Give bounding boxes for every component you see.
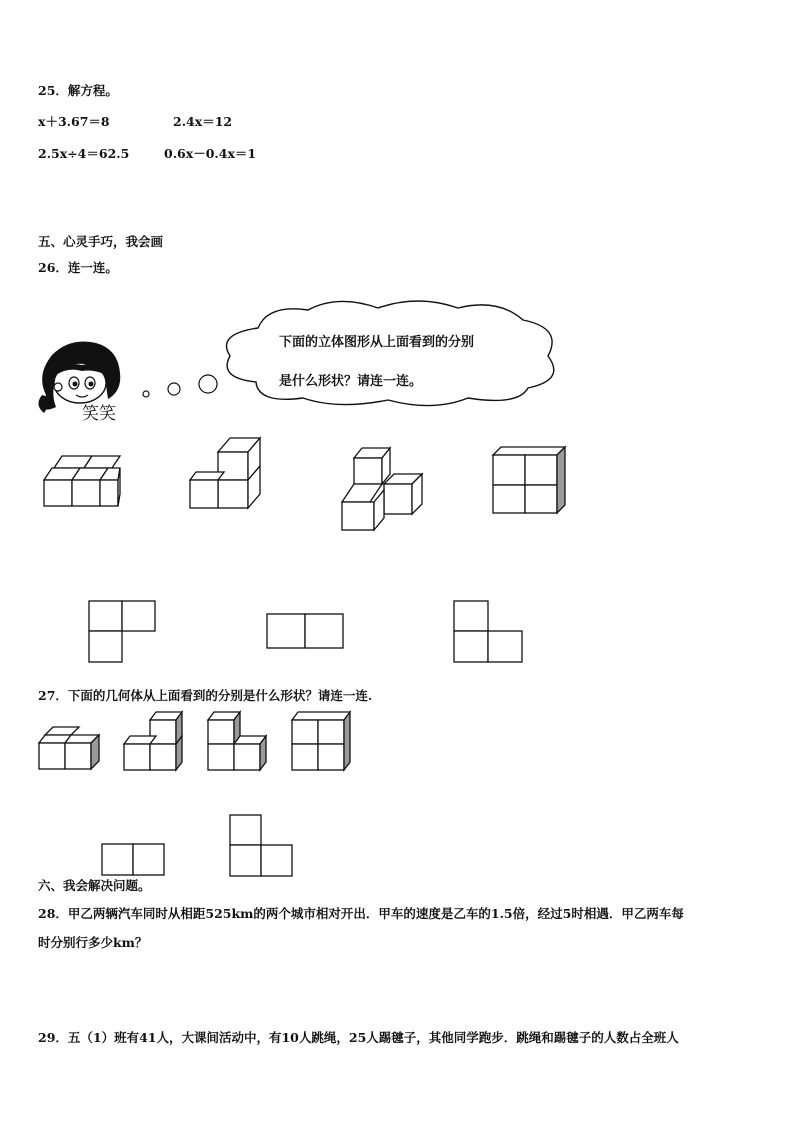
bubble-text-line1: 下面的立体图形从上面看到的分别 [279,335,475,350]
q27-solid-3 [206,710,270,774]
q27-solid-1 [37,725,101,773]
q29-line1: 29．五（1）班有41人，大课间活动中，有10人跳绳，25人踢毽子，其他同学跑步．跳绳和踢毽子的人数占全班人 [38,1030,679,1045]
q28-line2: 时分别行多少km？ [38,935,148,950]
q27-solid-2 [122,710,186,774]
q26-solid-4 [491,445,571,517]
equation-4: 0.6x－0.4x＝1 [164,146,257,161]
q28-line1: 28．甲乙两辆汽车同时从相距525km的两个城市相对开出．甲车的速度是乙车的1.5倍，经过5时相遇．甲乙两车每 [38,906,684,921]
equation-1: x＋3.67＝8 [38,114,110,129]
equation-2: 2.4x＝12 [173,114,233,129]
thought-cloud [218,298,568,410]
q26-solid-2 [188,434,268,514]
q27-solid-4 [290,710,354,774]
q26-topview-2 [266,613,346,651]
q27-topview-2 [229,814,295,878]
q25-heading: 25．解方程。 [38,83,118,98]
q26-topview-1 [88,600,158,664]
girl-name-caption: 笑笑 [82,404,116,424]
q26-topview-3 [453,600,525,664]
q27-heading: 27．下面的几何体从上面看到的分别是什么形状？请连一连. [38,688,373,703]
q27-topview-1 [101,843,167,879]
q26-heading: 26．连一连。 [38,260,118,275]
q26-solid-3 [338,446,430,534]
bubble-text-line2: 是什么形状？请连一连。 [279,374,423,389]
q26-solid-1 [40,452,125,512]
section6-heading: 六、我会解决问题。 [38,878,151,893]
section5-heading: 五、心灵手巧，我会画 [38,234,164,249]
thought-dots [138,372,223,402]
equation-3: 2.5x÷4＝62.5 [38,146,130,161]
